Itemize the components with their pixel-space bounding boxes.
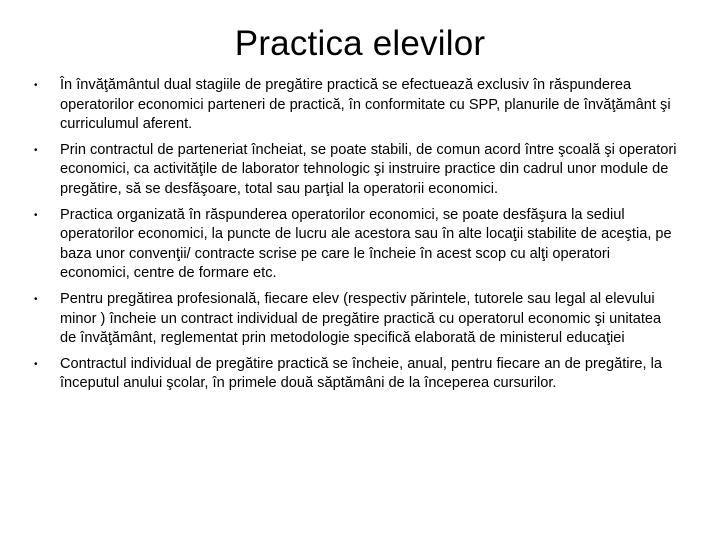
bullet-item <box>34 76 680 135</box>
bullet-text: Practica organizată în răspunderea operatorilor economici, se poate desfăşura la sediul operatorilor economici, la puncte de lucru ale acestora sau în alte locaţii stabilite de aceştia, pe baza unor convenţii/ contracte scrise pe care le încheie în acest scop cu alţi operatori economici, centre de formare etc. <box>60 206 672 282</box>
bullet-dot-icon: • <box>34 144 38 156</box>
bullet-dot-icon: • <box>34 358 38 370</box>
bullet-dot-icon: • <box>34 80 38 91</box>
bullet-text: Prin contractul de parteneriat încheiat, se poate stabili, de comun acord între şcoală şi operatori economici, ca activităţile de laborator tehnologic şi instruire practice din cadrul unor module de pregătire, să se desfăşoare, total sau parţial la operatorii economici. <box>60 141 677 197</box>
bullet-dot-icon: • <box>34 209 38 221</box>
bullet-item <box>34 206 680 284</box>
bullet-text: Contractul individual de pregătire practică se încheie, anual, pentru fiecare an de pregătire, la începutul anului şcolar, în primele două săptămâni de la începerea cursurilor. <box>60 355 662 392</box>
bullet-item <box>34 141 680 200</box>
bullet-list <box>34 76 680 400</box>
bullet-item <box>34 290 680 349</box>
bullet-dot-icon: • <box>34 293 38 305</box>
bullet-text: În învăţământul dual stagiile de pregătire practică se efectuează exclusiv în răspunderea operatorilor economici parteneri de practică, în conformitate cu SPP, planurile de învăţământ şi curriculumul aferent. <box>60 77 671 133</box>
bullet-text: Pentru pregătirea profesională, fiecare elev (respectiv părintele, tutorele sau legal al elevului minor ) încheie un contract individual de pregătire practică cu operatorul economic şi unitatea de învăţământ, reglementat prin metodologie specifică elaborată de ministerul educaţiei <box>60 290 662 347</box>
slide-title: Practica elevilor <box>234 24 486 63</box>
bullet-item <box>34 355 680 394</box>
